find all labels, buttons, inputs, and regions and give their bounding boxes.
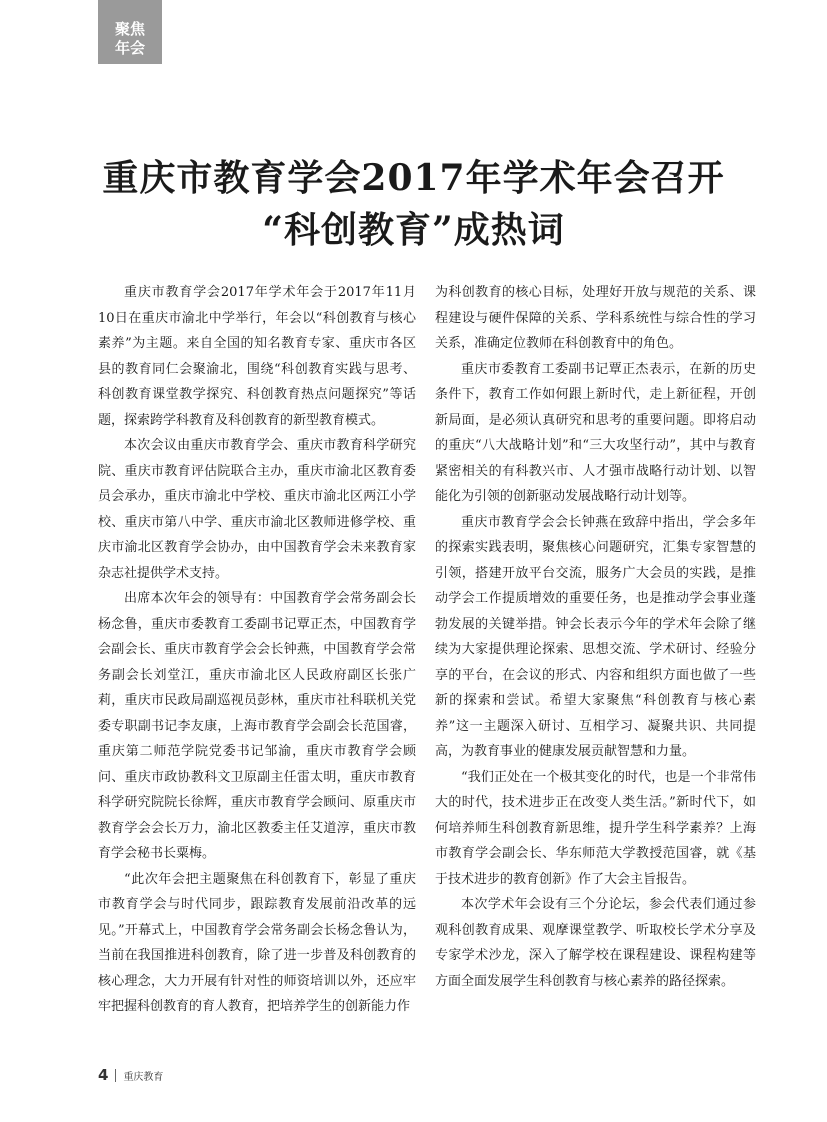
body-paragraph: 重庆市委教育工委副书记覃正杰表示，在新的历史条件下，教育工作如何跟上新时代，走上新征程，开创新局面，是必须认真研究和思考的重要问题。即将启动的重庆“八大战略计划”和“三大攻坚行动”，其中与教育紧密相关的有科教兴市、人才强市战略行动计划、以智能化为引领的创新驱动发展战略行动计划等。 [435, 361, 756, 504]
title-line1: 重庆市教育学会2017年学术年会召开 [102, 157, 725, 199]
section-tag-line2: 年会 [114, 39, 145, 57]
body-paragraph: “此次年会把主题聚焦在科创教育下，彰显了重庆市教育学会与时代同步，跟踪教育发展前沿改革的远见。”开幕式上，中国教育学会常务副会长杨念鲁认为，当前在我国推进科创教育，除了进一步普及科创教育的核心理念，大力开展有针对性的师资培训以外，还应牢牢把握科创教育的育人教育，把培养学生的创新能力作 [98, 871, 416, 1014]
section-tag-line1: 聚焦 [114, 20, 145, 38]
body-paragraph: 重庆市教育学会会长钟燕在致辞中指出，学会多年的探索实践表明，聚焦核心问题研究，汇集专家智慧的引领，搭建开放平台交流，服务广大会员的实践，是推动学会工作提质增效的重要任务，也是推动学会事业蓬勃发展的关键举措。钟会长表示今年的学术年会除了继续为大家提供理论探索、思想交流、学术研讨、经验分享的平台，在会议的形式、内容和组织方面也做了一些新的探索和尝试。希望大家聚焦“科创教育与核心素养”这一主题深入研讨、互相学习、凝聚共识、共同提高，为教育事业的健康发展贡献智慧和力量。 [435, 514, 756, 759]
left-column [98, 280, 416, 1020]
body-paragraph: 出席本次年会的领导有：中国教育学会常务副会长杨念鲁，重庆市委教育工委副书记覃正杰，中国教育学会副会长、重庆市教育学会会长钟燕，中国教育学会常务副会长刘堂江，重庆市渝北区人民政府副区长张广莉，重庆市民政局副巡视员彭林，重庆市社科联机关党委专职副书记李友康，上海市教育学会副会长范国睿，重庆第二师范学院党委书记邹渝，重庆市教育学会顾问、重庆市政协教科文卫原副主任雷太明，重庆市教育科学研究院院长徐辉，重庆市教育学会顾问、原重庆市教育学会会长万力，渝北区教委主任艾道淳，重庆市教育学会秘书长粟梅。 [98, 591, 416, 861]
body-paragraph: 本次会议由重庆市教育学会、重庆市教育科学研究院、重庆市教育评估院联合主办，重庆市渝北区教育委员会承办，重庆市渝北中学校、重庆市渝北区两江小学校、重庆市第八中学、重庆市渝北区教师进修学校、重庆市渝北区教育学会协办，由中国教育学会未来教育家杂志社提供学术支持。 [98, 438, 416, 581]
magazine-name: 重庆教育 [123, 1071, 164, 1083]
footer-divider [115, 1069, 116, 1082]
section-tag [98, 0, 162, 64]
body-paragraph: 本次学术年会设有三个分论坛，参会代表们通过参观科创教育成果、观摩课堂教学、听取校长学术分享及专家学术沙龙，深入了解学校在课程建设、课程构建等方面全面发展学生科创教育与核心素养的路径探索。 [435, 897, 756, 989]
title-line2: “科创教育”成热词 [262, 209, 565, 251]
body-paragraph: “我们正处在一个极其变化的时代，也是一个非常伟大的时代，技术进步正在改变人类生活。”新时代下，如何培养师生科创教育新思维，提升学生科学素养？上海市教育学会副会长、华东师范大学教授范国睿，就《基于技术进步的教育创新》作了大会主旨报告。 [435, 769, 756, 887]
body-paragraph: 重庆市教育学会2017年学术年会于2017年11月10日在重庆市渝北中学举行，年会以“科创教育与核心素养”为主题。来自全国的知名教育专家、重庆市各区县的教育同仁会聚渝北，围绕“科创教育实践与思考、科创教育课堂教学探究、科创教育热点问题探究”等话题，探索跨学科教育及科创教育的新型教育模式。 [98, 285, 416, 428]
article-title [0, 152, 827, 256]
page-footer [98, 1066, 163, 1084]
right-column [435, 280, 756, 994]
page-number: 4 [98, 1066, 109, 1084]
body-paragraph-continued: 为科创教育的核心目标，处理好开放与规范的关系、课程建设与硬件保障的关系、学科系统性与综合性的学习关系，准确定位教师在科创教育中的角色。 [435, 285, 756, 351]
